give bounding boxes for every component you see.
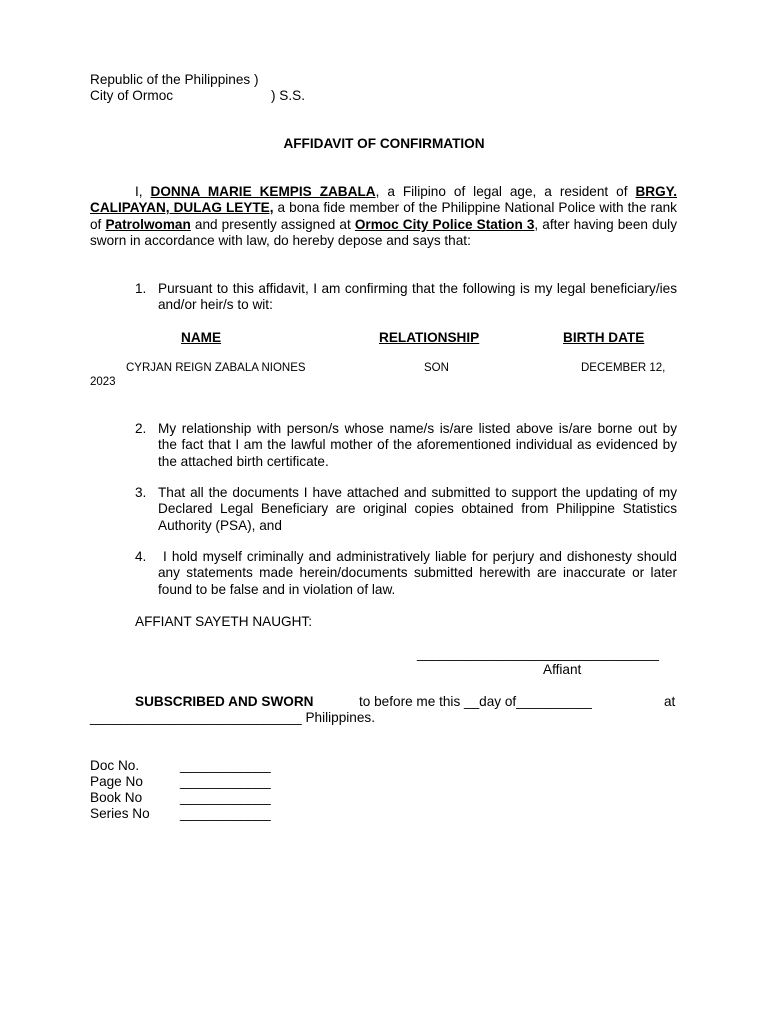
header-ss: ) S.S.: [271, 88, 305, 103]
header-line-1: Republic of the Philippines ): [90, 72, 259, 87]
affiant-rank: Patrolwoman: [105, 216, 191, 232]
doc-no-label: Doc No.: [90, 758, 140, 773]
place-suffix: Philippines.: [301, 710, 375, 725]
affiant-label: Affiant: [543, 662, 582, 677]
subscribed-line-2: [90, 710, 375, 726]
item-number: 2.: [135, 421, 147, 436]
beneficiary-name: CYRJAN REIGN ZABALA NIONES: [126, 362, 306, 374]
intro-text-4: and presently assigned at: [190, 216, 355, 232]
affiant-station: Ormoc City Police Station 3: [354, 216, 535, 232]
place-blank: ____________________________: [90, 710, 302, 725]
affiant-name: DONNA MARIE KEMPIS ZABALA: [150, 184, 376, 199]
intro-text-3: a bona fide member of the Philippine National Police with the rank of: [90, 200, 677, 232]
book-no-label: Book No: [90, 790, 143, 805]
intro-paragraph: [90, 184, 677, 250]
document-title: AFFIDAVIT OF CONFIRMATION: [283, 136, 485, 151]
series-no-label: Series No: [90, 806, 150, 821]
page-no-label: Page No: [90, 774, 143, 789]
subscribed-at: at: [664, 694, 676, 709]
series-no-blank: ____________: [180, 806, 271, 821]
item-number: 3.: [135, 485, 147, 500]
item-text: Pursuant to this affidavit, I am confirming that the following is my legal beneficiary/ies and/or heir/s to wit:: [158, 281, 677, 313]
table-header-relationship: RELATIONSHIP: [379, 330, 480, 345]
book-no-blank: ____________: [180, 790, 271, 805]
beneficiary-birth-date: DECEMBER 12,: [581, 362, 666, 374]
item-number: 4.: [135, 549, 147, 564]
intro-text-2: , a Filipino of legal age, a resident of: [375, 184, 636, 199]
item-number: 1.: [135, 281, 147, 296]
table-header-birth-date: BIRTH DATE: [563, 330, 645, 345]
item-text: That all the documents I have attached and submitted to support the updating of my Declared Legal Beneficiary are original copies obtained from Philippine Statistics Authority (PSA), and: [158, 485, 677, 533]
beneficiary-birth-year: 2023: [90, 376, 116, 388]
item-text: I hold myself criminally and administratively liable for perjury and dishonesty should any statements made herein/documents submitted herewith are inaccurate or later found to be false and in violation of law.: [158, 549, 681, 597]
beneficiary-relationship: SON: [424, 362, 449, 374]
page-no-blank: ____________: [180, 774, 271, 789]
intro-text-5: , after having been duly sworn in accordance with law, do hereby depose and says that:: [90, 216, 677, 249]
doc-no-blank: ____________: [180, 758, 271, 773]
intro-text-1: I,: [135, 184, 151, 199]
subscribed-text: to before me this __day of__________: [359, 694, 592, 709]
subscribed-heading: SUBSCRIBED AND SWORN: [135, 694, 314, 709]
affiant-sayeth: AFFIANT SAYETH NAUGHT:: [135, 614, 312, 629]
header-place: City of Ormoc: [90, 88, 174, 103]
item-text: My relationship with person/s whose name/s is/are listed above is/are borne out by the fact that I am the lawful mother of the aforementioned individual as evidenced by the attached birth certificate.: [158, 421, 677, 469]
affiant-signature-line: ________________________________: [417, 646, 659, 661]
affiant-address: BRGY. CALIPAYAN, DULAG LEYTE,: [90, 184, 678, 216]
table-header-name: NAME: [181, 330, 222, 345]
